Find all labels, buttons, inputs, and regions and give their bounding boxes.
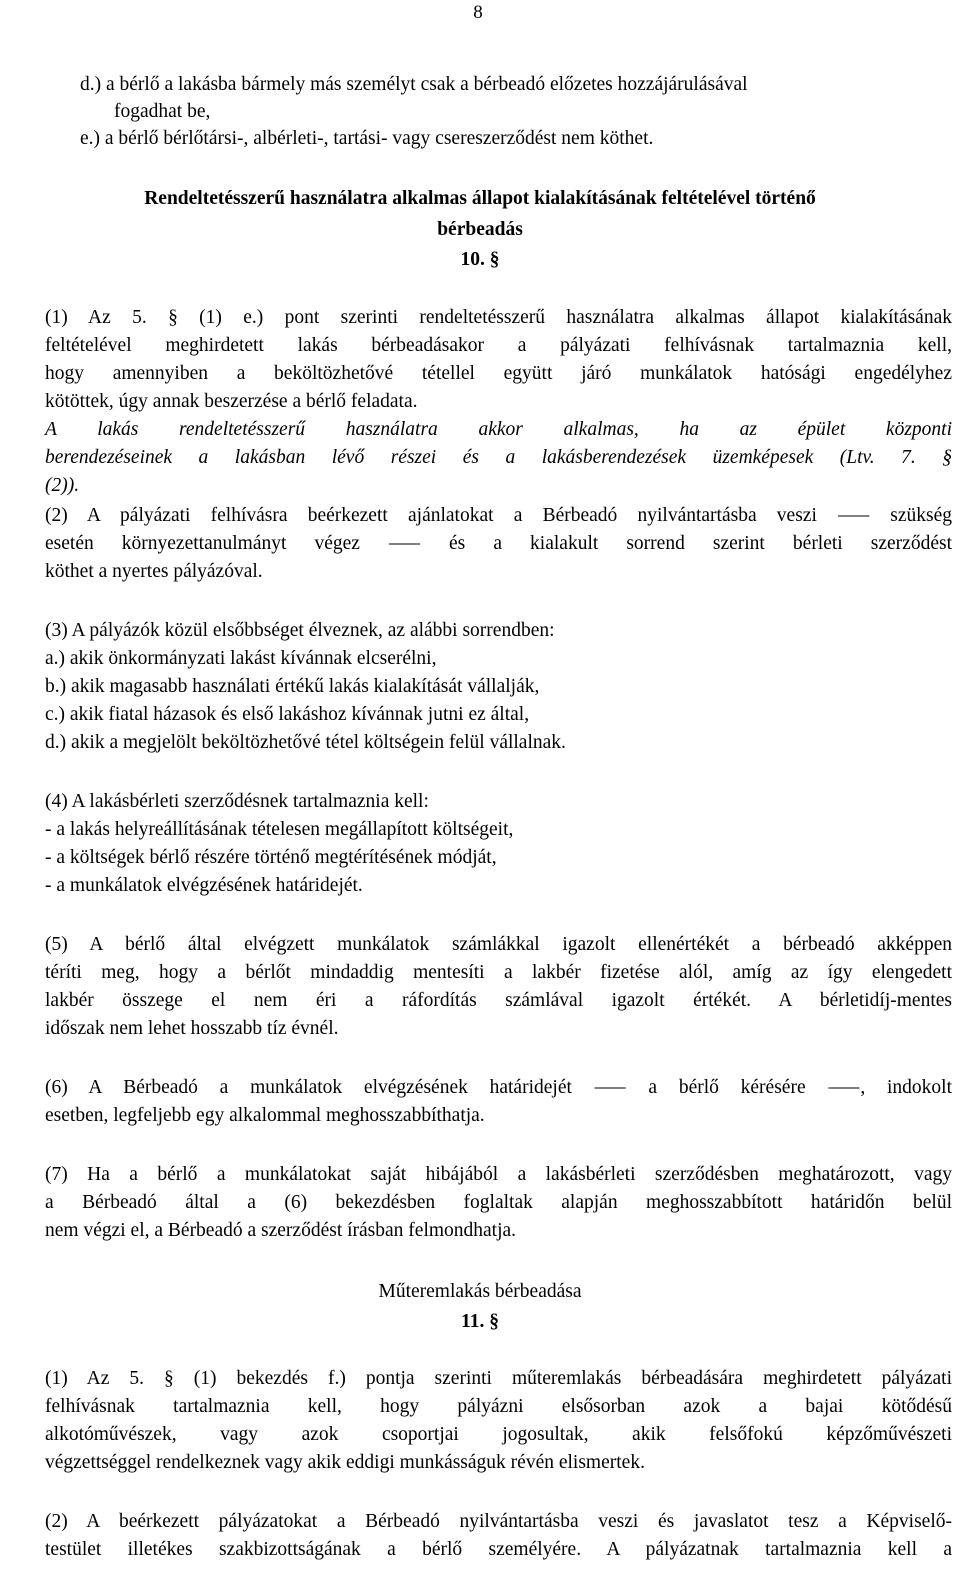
text-line: alkotóművészek, vagy azok csoportjai jogosultak, akik felsőfokú képzőművészeti bbox=[45, 1424, 952, 1445]
text-line: feltételével meghirdetett lakás bérbeadásakor a pályázati felhívásnak tartalmaznia kell, bbox=[45, 335, 952, 356]
list-item: - a költségek bérlő részére történő megtérítésének módját, bbox=[45, 847, 497, 868]
text-line: köthet a nyertes pályázóval. bbox=[45, 561, 263, 582]
list-item: a.) akik önkormányzati lakást kívánnak elcserélni, bbox=[45, 648, 437, 669]
text-line: esetén környezettanulmányt végez ⸺ és a kialakult sorrend szerint bérleti szerződést bbox=[45, 533, 952, 554]
text-line: (1) Az 5. § (1) bekezdés f.) pontja szerinti műteremlakás bérbeadására meghirdetett pályázati bbox=[45, 1368, 952, 1389]
text-line: berendezéseinek a lakásban lévő részei és a lakásberendezések üzemképesek (Ltv. 7. § bbox=[45, 447, 952, 468]
list-item: - a munkálatok elvégzésének határidejét. bbox=[45, 875, 363, 896]
list-item: - a lakás helyreállításának tételesen megállapított költségeit, bbox=[45, 819, 514, 840]
list-item: b.) akik magasabb használati értékű lakás kialakítását vállalják, bbox=[45, 676, 540, 697]
text-line: e.) a bérlő bérlőtársi-, albérleti-, tartási- vagy csereszerződést nem köthet. bbox=[80, 128, 654, 149]
text-line: d.) a bérlő a lakásba bármely más személyt csak a bérbeadó előzetes hozzájárulásával bbox=[80, 74, 748, 95]
section-heading: Műteremlakás bérbeadása bbox=[378, 1281, 582, 1302]
text-line: végzettséggel rendelkeznek vagy akik eddigi munkásságuk révén elismertek. bbox=[45, 1452, 645, 1473]
section-heading: Rendeltetésszerű használatra alkalmas állapot kialakításának feltételével történő bbox=[144, 188, 816, 209]
list-item: d.) akik a megjelölt beköltözhetővé tétel költségein felül vállalnak. bbox=[45, 732, 566, 753]
text-line: (6) A Bérbeadó a munkálatok elvégzésének határidejét ⸺ a bérlő kérésére ⸺, indokolt bbox=[45, 1077, 952, 1098]
text-line: A lakás rendeltetésszerű használatra akkor alkalmas, ha az épület központi bbox=[45, 419, 952, 440]
text-line: a Bérbeadó által a (6) bekezdésben foglaltak alapján meghosszabbított határidőn belül bbox=[45, 1192, 952, 1213]
list-item: c.) akik fiatal házasok és első lakáshoz kívánnak jutni ez által, bbox=[45, 704, 530, 725]
text-line: hogy amennyiben a beköltözhetővé tétellel együtt járó munkálatok hatósági engedélyhez bbox=[45, 363, 952, 384]
text-line: (3) A pályázók közül elsőbbséget élveznek, az alábbi sorrendben: bbox=[45, 620, 555, 641]
section-heading: bérbeadás bbox=[437, 219, 523, 240]
text-line: (1) Az 5. § (1) e.) pont szerinti rendeltetésszerű használatra alkalmas állapot kialakításának bbox=[45, 307, 952, 328]
text-line: (2)). bbox=[45, 475, 80, 496]
text-line: felhívásnak tartalmaznia kell, hogy pályázni elsősorban azok a bajai kötődésű bbox=[45, 1396, 952, 1417]
text-line: fogadhat be, bbox=[114, 101, 211, 122]
text-line: (4) A lakásbérleti szerződésnek tartalmaznia kell: bbox=[45, 791, 429, 812]
text-line: téríti meg, hogy a bérlőt mindaddig mentesíti a lakbér fizetése alól, amíg az így elengedett bbox=[45, 962, 952, 983]
text-line: kötöttek, úgy annak beszerzése a bérlő feladata. bbox=[45, 391, 418, 412]
text-line: testület illetékes szakbizottságának a bérlő személyére. A pályázatnak tartalmaznia kell a bbox=[45, 1539, 952, 1560]
text-line: időszak nem lehet hosszabb tíz évnél. bbox=[45, 1018, 339, 1039]
section-number: 11. § bbox=[461, 1311, 499, 1332]
section-number: 10. § bbox=[460, 249, 500, 270]
text-line: (2) A pályázati felhívásra beérkezett ajánlatokat a Bérbeadó nyilvántartásba veszi ⸺ szükség bbox=[45, 505, 952, 526]
text-line: lakbér összege el nem éri a ráfordítás számlával igazolt értékét. A bérletidíj-mentes bbox=[45, 990, 952, 1011]
text-line: (5) A bérlő által elvégzett munkálatok számlákkal igazolt ellenértékét a bérbeadó akképpen bbox=[45, 934, 952, 955]
text-line: (7) Ha a bérlő a munkálatokat saját hibájából a lakásbérleti szerződésben meghatározott, vagy bbox=[45, 1164, 952, 1185]
text-line: (2) A beérkezett pályázatokat a Bérbeadó nyilvántartásba veszi és javaslatot tesz a Képviselő- bbox=[45, 1511, 952, 1532]
text-line: esetben, legfeljebb egy alkalommal meghosszabbíthatja. bbox=[45, 1105, 485, 1126]
text-line: nem végzi el, a Bérbeadó a szerződést írásban felmondhatja. bbox=[45, 1220, 517, 1241]
page-number: 8 bbox=[473, 2, 483, 23]
